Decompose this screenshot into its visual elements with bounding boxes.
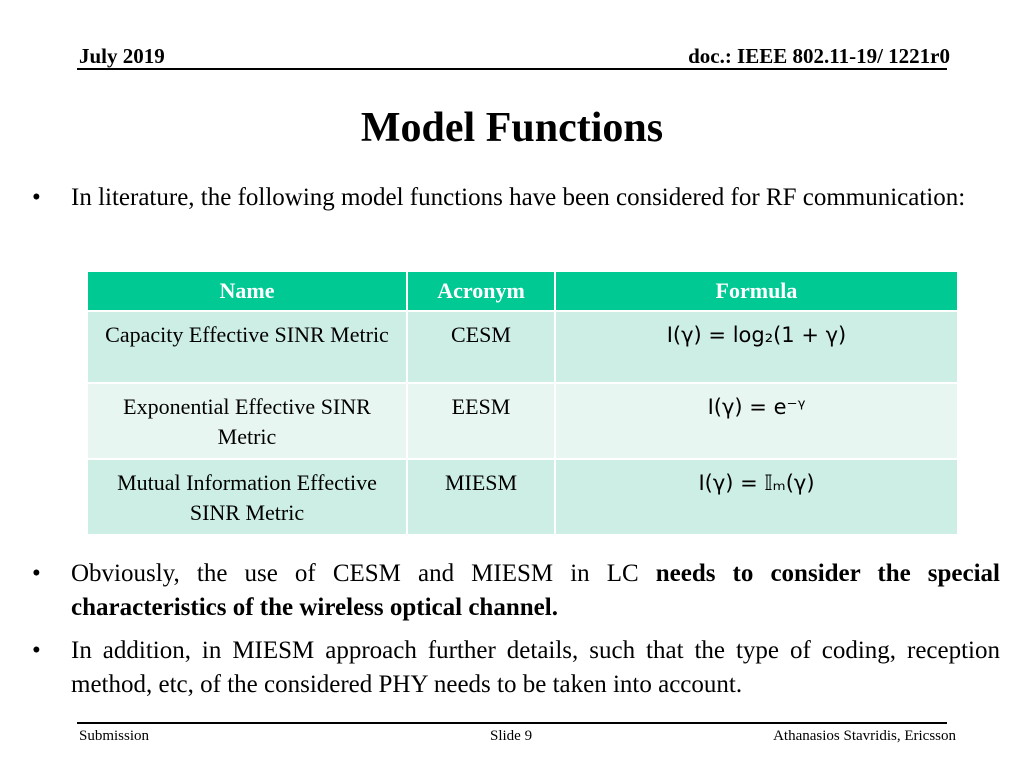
bullet-intro-text: In literature, the following model functions have been considered for RF communication: [71, 184, 966, 211]
cell-name: Mutual Information Effective SINR Metric [87, 459, 407, 535]
cell-formula: I(γ) = 𝕀ₘ(γ) [555, 459, 958, 535]
bullet-dot: • [32, 560, 41, 587]
footer-author: Athanasios Stavridis, Ericsson [773, 728, 956, 744]
cell-formula: I(γ) = e⁻ᵞ [555, 383, 958, 459]
bullet-lc-normal-text: Obviously, the use of CESM and MIESM in LC [71, 560, 656, 587]
header-date: July 2019 [79, 44, 165, 68]
footer-slide-number: Slide 9 [490, 728, 533, 744]
header-rule [77, 68, 947, 70]
bullet-miesm-details [32, 634, 1000, 702]
header-doc-id: doc.: IEEE 802.11-19/ 1221r0 [688, 44, 950, 68]
footer-submission: Submission [79, 728, 150, 744]
col-header-name: Name [87, 271, 407, 311]
col-header-acronym: Acronym [407, 271, 555, 311]
col-header-formula: Formula [555, 271, 958, 311]
table-row [87, 459, 958, 535]
table-row [87, 383, 958, 459]
bullet-lc-text [71, 557, 1000, 625]
table-row [87, 311, 958, 383]
slide-title: Model Functions [360, 105, 664, 151]
bullet-lc-consideration [32, 557, 1000, 625]
bullet-lc-bold-text: needs to consider the special characteristics of the wireless optical channel. [71, 560, 1000, 621]
model-functions-table [86, 270, 959, 536]
cell-acronym: EESM [407, 383, 555, 459]
bullet-miesm-text: In addition, in MIESM approach further details, such that the type of coding, reception method, etc, of the considered PHY needs to be taken into account. [71, 637, 1000, 698]
table-header-row [87, 271, 958, 311]
bullet-dot: • [32, 184, 41, 211]
cell-acronym: CESM [407, 311, 555, 383]
bullet-intro [32, 181, 1000, 215]
footer-rule [77, 722, 947, 724]
cell-acronym: MIESM [407, 459, 555, 535]
bullet-dot: • [32, 637, 41, 664]
cell-formula: I(γ) = log₂(1 + γ) [555, 311, 958, 383]
cell-name: Exponential Effective SINR Metric [87, 383, 407, 459]
cell-name: Capacity Effective SINR Metric [87, 311, 407, 383]
